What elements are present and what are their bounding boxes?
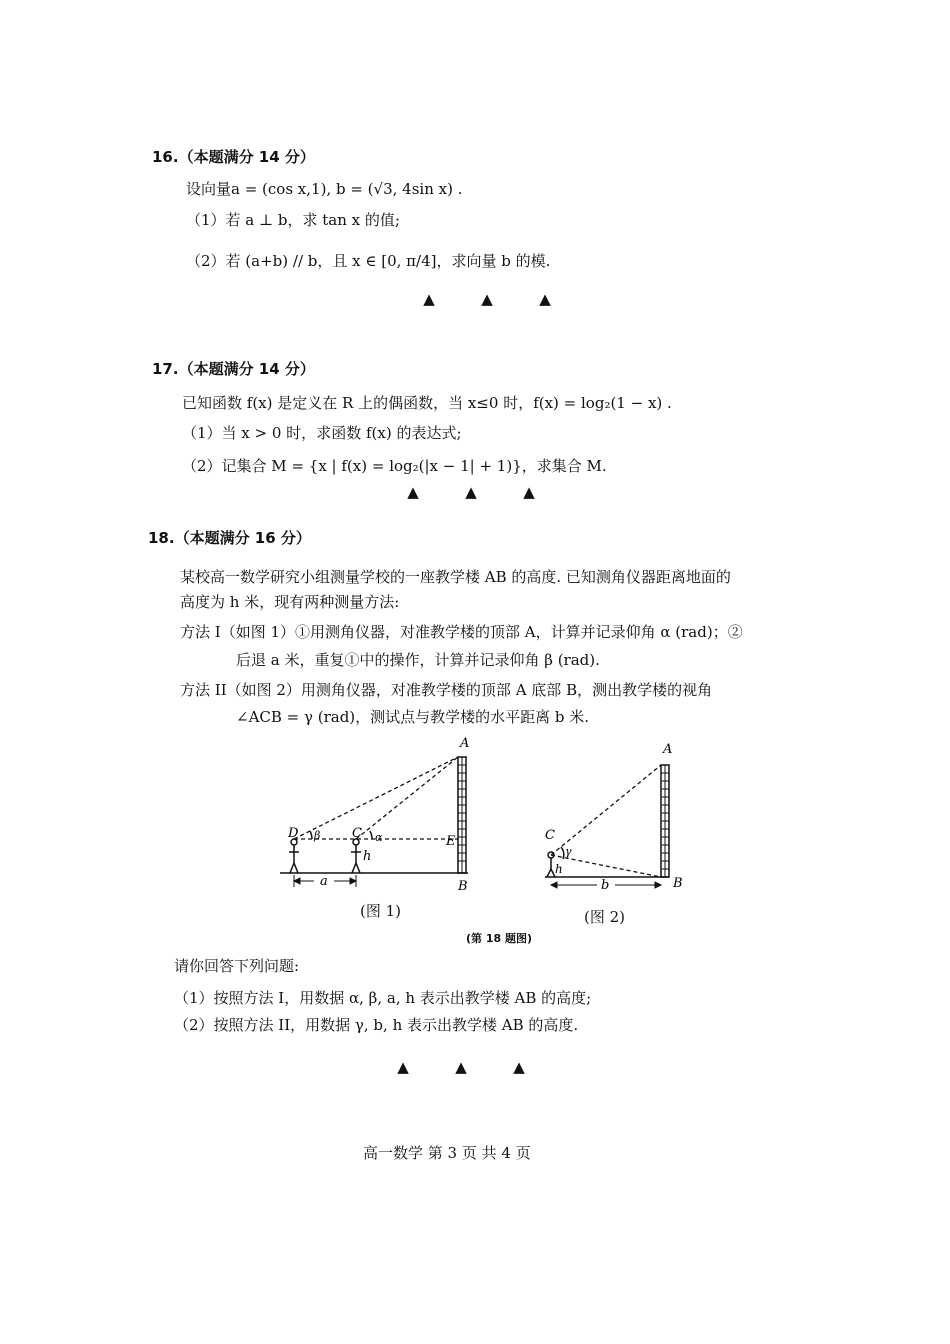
- q18-heading: 18.（本题满分 16 分）: [148, 529, 311, 547]
- separator-mark: ▲: [481, 290, 493, 308]
- fig2-label-h: h: [555, 862, 563, 876]
- separator-mark: ▲: [513, 1058, 525, 1076]
- fig1-caption: (图 1): [360, 902, 402, 920]
- fig2-label-a-top: A: [663, 742, 673, 757]
- fig1-label-h: h: [363, 849, 372, 864]
- q18-line-3: 方法 I（如图 1）①用测角仪器，对准教学楼的顶部 A，计算并记录仰角 α (rad)；②: [180, 623, 743, 641]
- figures-caption: (第 18 题图): [466, 932, 533, 945]
- q17-line-2: （1）当 x > 0 时，求函数 f(x) 的表达式;: [182, 424, 462, 442]
- q18-line-2: 高度为 h 米，现有两种测量方法:: [180, 593, 400, 611]
- q18-line-6: ∠ACB = γ (rad)，测试点与教学楼的水平距离 b 米.: [236, 708, 590, 726]
- q18-line-5: 方法 II（如图 2）用测角仪器，对准教学楼的顶部 A 底部 B，测出教学楼的视角: [180, 681, 713, 699]
- fig1-label-c: C: [352, 826, 362, 841]
- fig1-label-dist-a: a: [320, 874, 328, 889]
- separator-mark: ▲: [539, 290, 551, 308]
- fig1-label-beta: β: [314, 829, 321, 842]
- page-footer: 高一数学 第 3 页 共 4 页: [363, 1144, 531, 1162]
- q16-line-1: 设向量a = (cos x,1), b = (√3, 4sin x) .: [186, 180, 463, 198]
- q18-line-4: 后退 a 米，重复①中的操作，计算并记录仰角 β (rad).: [236, 651, 600, 669]
- q18-line-1: 某校高一数学研究小组测量学校的一座教学楼 AB 的高度. 已知测角仪器距离地面的: [180, 568, 731, 586]
- q16-heading: 16.（本题满分 14 分）: [152, 148, 315, 166]
- separator-mark: ▲: [523, 483, 535, 501]
- q18-part-1: （1）按照方法 I，用数据 α, β, a, h 表示出教学楼 AB 的高度;: [174, 989, 592, 1007]
- separator-mark: ▲: [407, 483, 419, 501]
- fig1-label-e: E: [446, 834, 456, 849]
- q18-ask: 请你回答下列问题:: [174, 957, 300, 975]
- q17-line-1: 已知函数 f(x) 是定义在 R 上的偶函数，当 x≤0 时，f(x) = log₂(1 − x) .: [182, 394, 672, 412]
- q18-part-2: （2）按照方法 II，用数据 γ, b, h 表示出教学楼 AB 的高度.: [174, 1016, 579, 1034]
- separator-mark: ▲: [465, 483, 477, 501]
- q17-heading: 17.（本题满分 14 分）: [152, 360, 315, 378]
- figure-2: [535, 735, 695, 915]
- separator-mark: ▲: [423, 290, 435, 308]
- fig1-label-d: D: [288, 826, 299, 841]
- fig2-label-b: B: [673, 876, 683, 891]
- q16-line-2: （1）若 a ⊥ b，求 tan x 的值;: [186, 211, 400, 229]
- fig2-label-dist-b: b: [601, 878, 610, 893]
- separator-mark: ▲: [397, 1058, 409, 1076]
- fig2-caption: (图 2): [584, 908, 626, 926]
- separator-mark: ▲: [455, 1058, 467, 1076]
- fig2-label-gamma: γ: [565, 845, 572, 858]
- fig2-label-c: C: [545, 828, 555, 843]
- fig1-label-alpha: α: [375, 831, 383, 844]
- q17-line-3: （2）记集合 M = {x | f(x) = log₂(|x − 1| + 1)}，求集合 M.: [182, 457, 607, 475]
- q18-separator: [374, 1058, 548, 1076]
- fig1-label-a-top: A: [460, 736, 470, 751]
- q16-separator: [400, 290, 574, 308]
- q17-separator: [384, 483, 558, 501]
- q16-line-3: （2）若 (a+b) // b，且 x ∈ [0, π/4]，求向量 b 的模.: [186, 252, 551, 270]
- fig1-label-b: B: [458, 879, 468, 894]
